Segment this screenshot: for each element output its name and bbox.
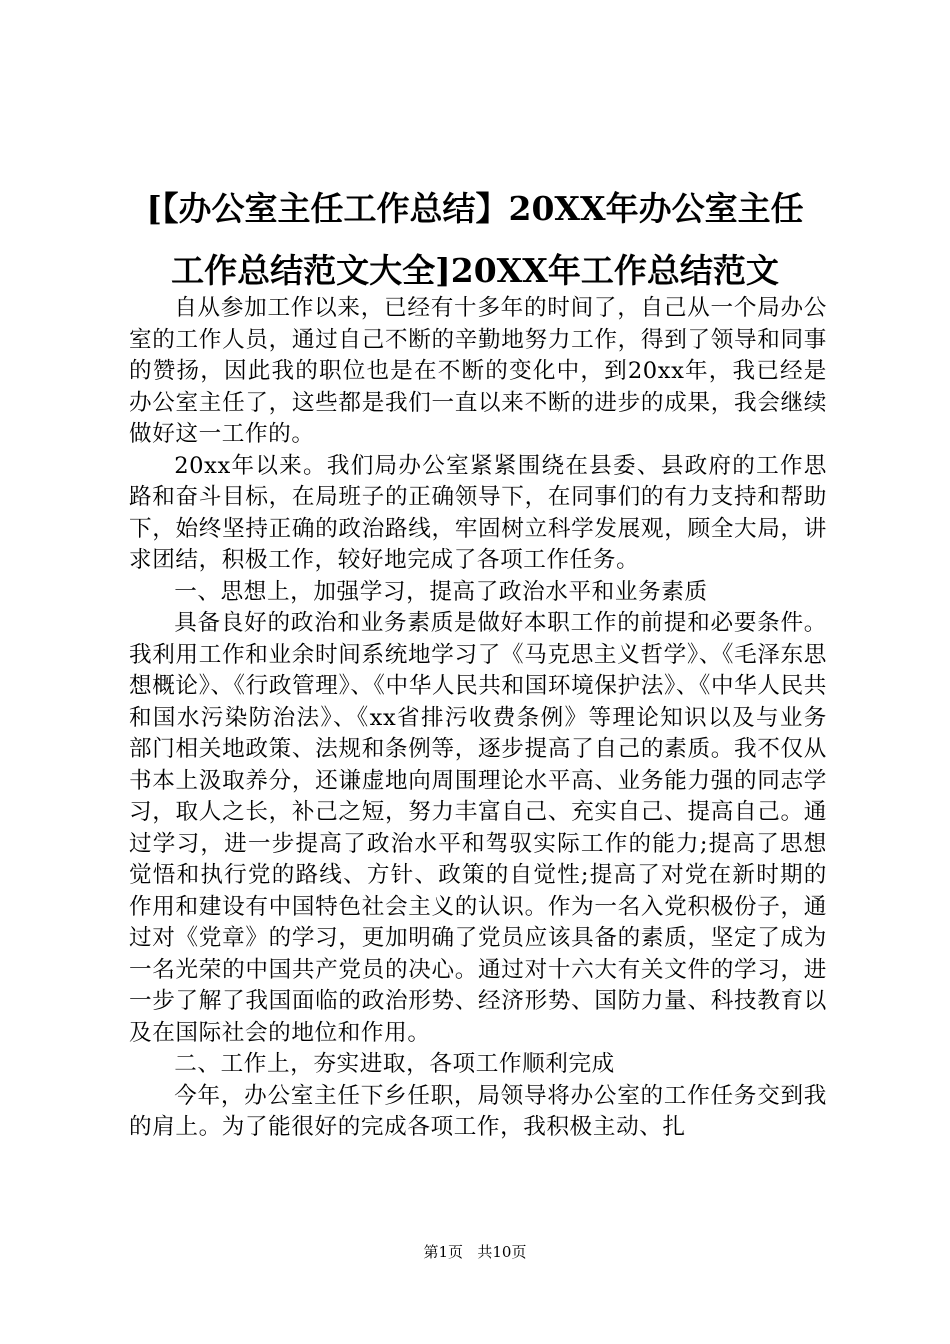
page-separator bbox=[468, 1243, 473, 1261]
title-line-1: [【办公室主任工作总结】20XX年办公室主任 bbox=[146, 189, 804, 228]
page-total: 共10页 bbox=[477, 1243, 527, 1261]
document-body bbox=[129, 293, 827, 1144]
paragraph-study: 具备良好的政治和业务素质是做好本职工作的前提和必要条件。我利用工作和业余时间系统地学习了《马克思主义哲学》、《毛泽东思想概论》、《行政管理》、《中华人民共和国环境保护法》、《中华人民共和国水污染防治法》、《xx省排污收费条例》等理论知识以及与业务部门相关地政策、法规和条例等，逐步提高了自己的素质。我不仅从书本上汲取养分，还谦虚地向周围理论水平高、业务能力强的同志学习，取人之长，补己之短，努力丰富自己、充实自己、提高自己。通过学习，进一步提高了政治水平和驾驭实际工作的能力;提高了思想觉悟和执行党的路线、方针、政策的自觉性;提高了对党在新时期的作用和建设有中国特色社会主义的认识。作为一名入党积极份子，通过对《党章》的学习，更加明确了党员应该具备的素质，坚定了成为一名光荣的中国共产党员的决心。通过对十六大有关文件的学习，进一步了解了我国面临的政治形势、经济形势、国防力量、科技教育以及在国际社会的地位和作用。 bbox=[129, 610, 827, 1046]
section-heading-2: 二、工作上，夯实进取，各项工作顺利完成 bbox=[174, 1051, 615, 1077]
document-title bbox=[110, 178, 840, 302]
paragraph-overview: 20xx年以来。我们局办公室紧紧围绕在县委、县政府的工作思路和奋斗目标，在局班子的正确领导下，在同事们的有力支持和帮助下，始终坚持正确的政治路线，牢固树立科学发展观，顾全大局，讲求团结，积极工作，较好地完成了各项工作任务。 bbox=[129, 452, 827, 573]
section-heading-1: 一、思想上，加强学习，提高了政治水平和业务素质 bbox=[174, 578, 708, 605]
page-number: 第1页 bbox=[423, 1243, 464, 1261]
paragraph-work: 今年，办公室主任下乡任职，局领导将办公室的工作任务交到我的肩上。为了能很好的完成各项工作，我积极主动、扎 bbox=[129, 1082, 827, 1140]
title-line-2: 工作总结范文大全]20XX年工作总结范文 bbox=[171, 251, 779, 290]
page-footer bbox=[0, 1242, 950, 1262]
paragraph-intro: 自从参加工作以来，已经有十多年的时间了，自己从一个局办公室的工作人员，通过自己不断的辛勤地努力工作，得到了领导和同事的赞扬，因此我的职位也是在不断的变化中，到20xx年，我已经是办公室主任了，这些都是我们一直以来不断的进步的成果，我会继续做好这一工作的。 bbox=[129, 295, 827, 447]
